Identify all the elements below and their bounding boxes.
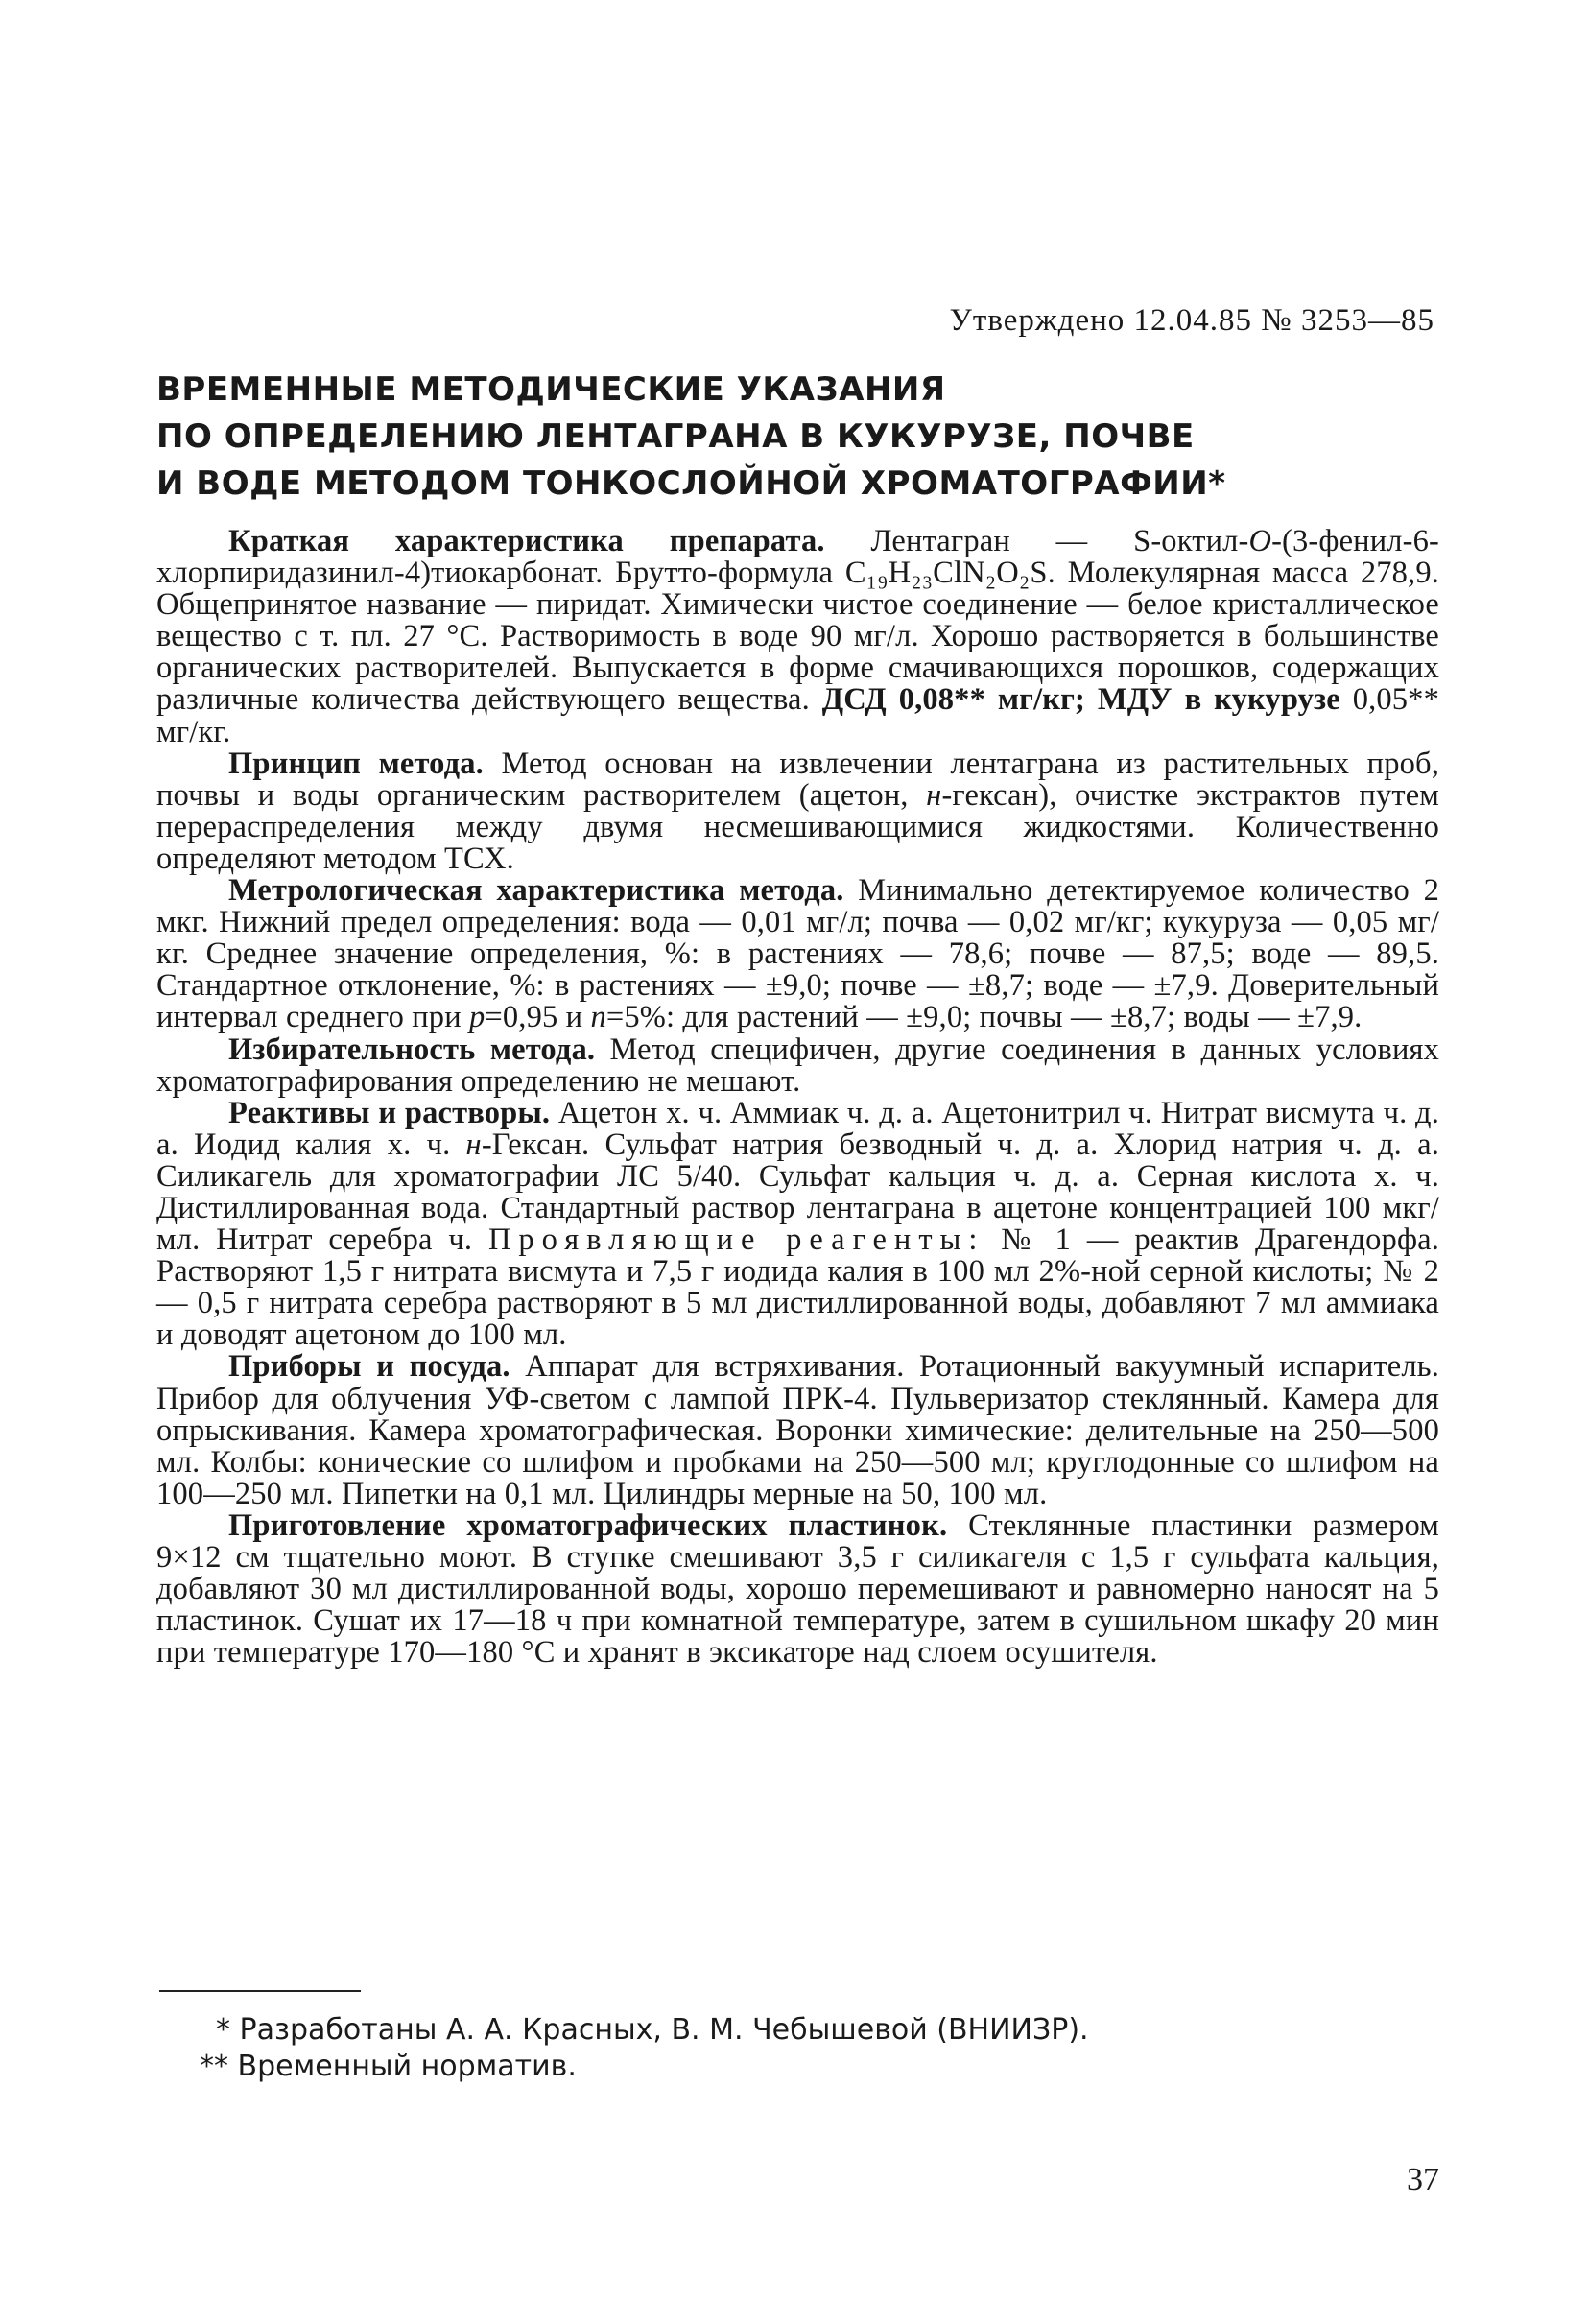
footnote-divider <box>159 1990 361 1992</box>
document-body <box>156 526 1439 1669</box>
section-heading: Избирательность метода. <box>228 1032 596 1067</box>
title-line-3: И ВОДЕ МЕТОДОМ ТОНКОСЛОЙНОЙ ХРОМАТОГРАФИИ* <box>156 464 1226 503</box>
footnote-1: * Разработаны А. А. Красных, В. М. Чебышевой (ВНИИЗР). <box>216 2013 1089 2047</box>
chemical-formula: C₁₉H₂₃ClN₂O₂S <box>844 556 1048 591</box>
approval-note: Утверждено 12.04.85 № 3253—85 <box>949 303 1434 338</box>
section-heading: Метрологическая характеристика метода. <box>228 873 844 909</box>
developing-reagents-label: Проявляющие реагенты: <box>487 1222 985 1258</box>
paragraph-reagents: Реактивы и растворы. Ацетон х. ч. Аммиак ч. д. а. Ацетонитрил ч. Нитрат висмута ч. д. а. Иодид калия х. ч. н-Гексан. Сульфат натрия безводный ч. д. а. Хлорид натрия ч. д. а. Силикагель для хроматографии ЛС 5/40. Сульфат кальция ч. д. а. Серная кислота х. ч. Дистиллированная вода. Стандартный раствор лентаграна в ацетоне концентрацией 100 мкг/мл. Нитрат серебра ч. Проявляющие реагенты: № 1 — реактив Драгендорфа. Растворяют 1,5 г нитрата висмута и 7,5 г иодида калия в 100 мл 2%-ной серной кислоты; № 2 — 0,5 г нитрата серебра растворяют в 5 мл дистиллированной воды, добавляют 7 мл аммиака и доводят ацетоном до 100 мл. <box>156 1095 1440 1353</box>
paragraph-selectivity: Избирательность метода. Метод специфичен, другие соединения в данных условиях хроматографирования определению не мешают. <box>156 1032 1439 1099</box>
section-heading: Принцип метода. <box>228 746 484 781</box>
paragraph-equipment: Приборы и посуда. Аппарат для встряхивания. Ротационный вакуумный испаритель. Прибор для облучения УФ-светом с лампой ПРК-4. Пульверизатор стеклянный. Камера для опрыскивания. Камера хроматографическая. Воронки химические: делительные на 250—500 мл. Колбы: конические со шлифом и пробками на 250—500 мл; круглодонные со шлифом на 100—250 мл. Пипетки на 0,1 мл. Цилиндры мерные на 50, 100 мл. <box>156 1349 1439 1511</box>
paragraph-metrology: Метрологическая характеристика метода. Минимально детектируемое количество 2 мкг. Нижний предел определения: вода — 0,01 мг/л; почва — 0,02 мг/кг; кукуруза — 0,05 мг/кг. Среднее значение определения, %: в растениях — 78,6; почве — 87,5; воде — 89,5. Стандартное отклонение, %: в растениях — ±9,0; почве — ±8,7; воде — ±7,9. Доверительный интервал среднего при p=0,95 и n=5%: для растений — ±9,0; почвы — ±8,7; воды — ±7,9. <box>156 873 1439 1035</box>
section-heading: Краткая характеристика препарата. <box>228 524 825 558</box>
page-number: 37 <box>1407 2162 1439 2197</box>
paragraph-plate-preparation: Приготовление хроматографических пластинок. Стеклянные пластинки размером 9×12 см тщательно моют. В ступке смешивают 3,5 г силикагеля с 1,5 г сульфата кальция, добавляют 30 мл дистиллированной воды, хорошо перемешивают и равномерно наносят на 5 пластинок. Сушат их 17—18 ч при комнатной температуре, затем в сушильном шкафу 20 мин при температуре 170—180 °С и хранят в эксикаторе над слоем осушителя. <box>156 1507 1439 1671</box>
title-line-2: ПО ОПРЕДЕЛЕНИЮ ЛЕНТАГРАНА В КУКУРУЗЕ, ПОЧВЕ <box>156 417 1195 456</box>
norms-text: ДСД 0,08** мг/кг; МДУ в кукурузе <box>821 682 1340 718</box>
document-title <box>156 367 1442 508</box>
paragraph-preparation-characteristics: Краткая характеристика препарата. Лентагран — S-октил-O-(3-фенил-6-хлорпиридазинил-4)тиокарбонат. Брутто-формула C₁₉H₂₃ClN₂O₂S. Молекулярная масса 278,9. Общепринятое название — пиридат. Химически чистое соединение — белое кристаллическое вещество с т. пл. 27 °С. Растворимость в воде 90 мг/л. Хорошо растворяется в большинстве органических растворителей. Выпускается в форме смачивающихся порошков, содержащих различные количества действующего вещества. ДСД 0,08** мг/кг; МДУ в кукурузе 0,05** мг/кг. <box>156 524 1439 749</box>
title-line-1: ВРЕМЕННЫЕ МЕТОДИЧЕСКИЕ УКАЗАНИЯ <box>156 370 946 409</box>
paragraph-method-principle: Принцип метода. Метод основан на извлечении лентаграна из растительных проб, почвы и воды органическим растворителем (ацетон, н-гексан), очистке экстрактов путем перераспределения между двумя несмешивающимися жидкостями. Количественно определяют методом ТСХ. <box>156 746 1439 876</box>
section-heading: Реактивы и растворы. <box>228 1095 551 1130</box>
section-heading: Приготовление хроматографических пластинок. <box>228 1507 948 1543</box>
footnote-2: ** Временный норматив. <box>200 2050 577 2083</box>
section-heading: Приборы и посуда. <box>228 1349 510 1385</box>
